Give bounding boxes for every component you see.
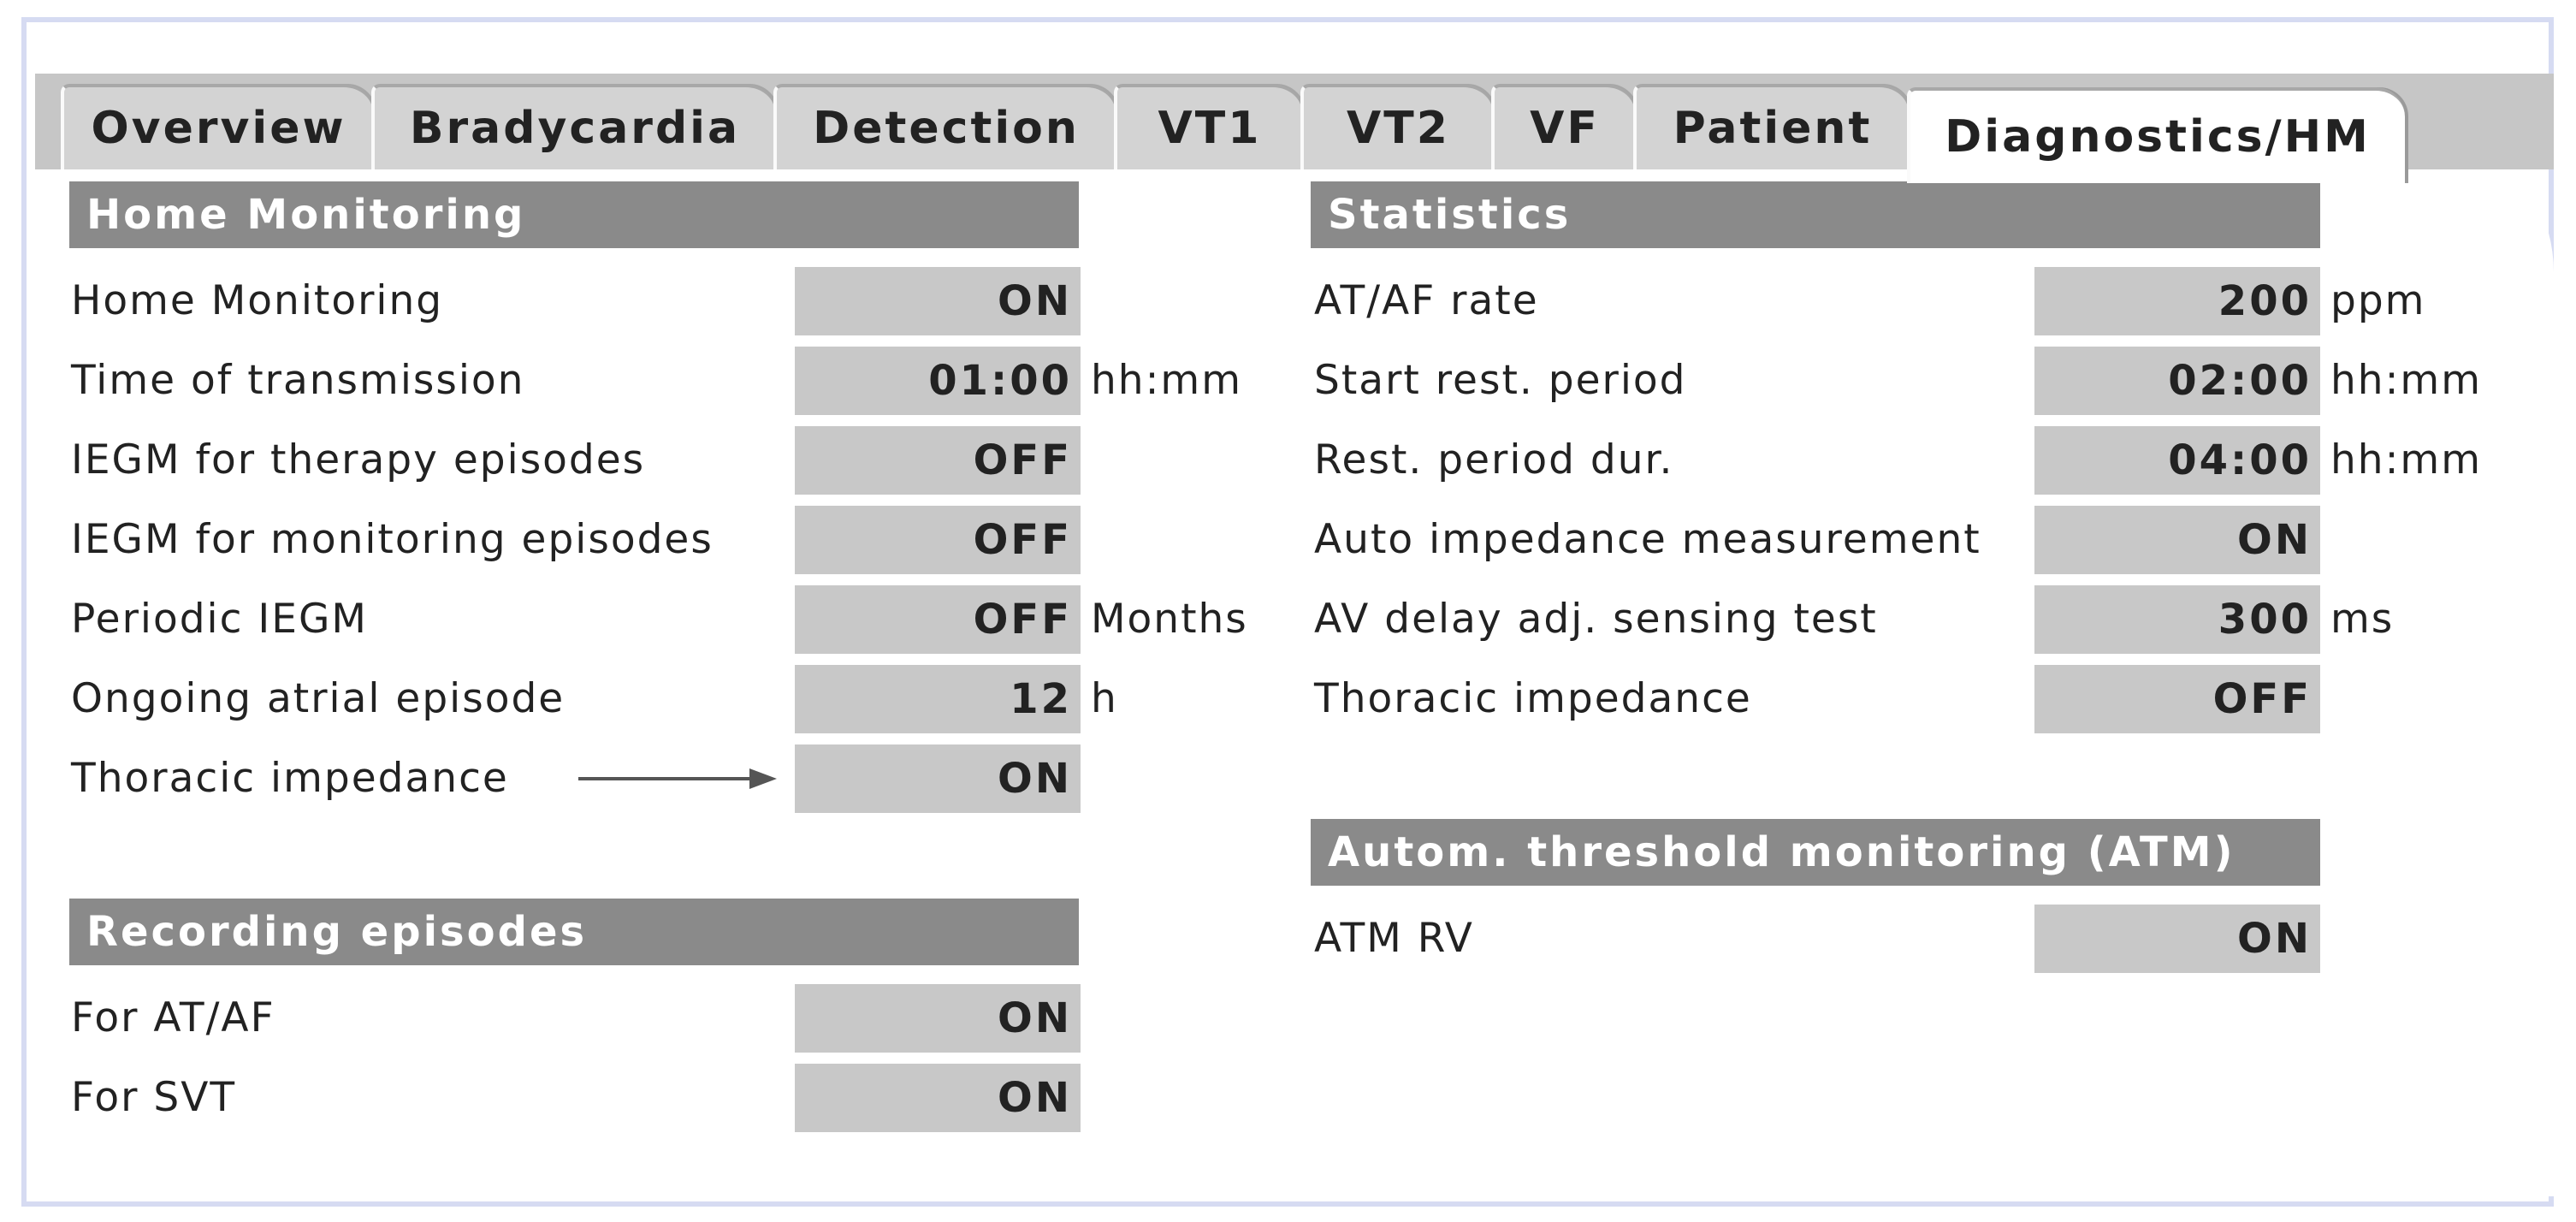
tab-detection[interactable]: Detection [773, 84, 1116, 169]
value-for-at-af[interactable]: ON [795, 984, 1081, 1053]
unit-start-rest-period: hh:mm [2330, 357, 2482, 404]
row-label-atm-rv: ATM RV [1314, 915, 1474, 962]
value-thoracic-impedance-hm[interactable]: ON [795, 744, 1081, 813]
device-window [21, 17, 2554, 1207]
row-label-rest-period-dur: Rest. period dur. [1314, 436, 1674, 483]
unit-ongoing-atrial-episode: h [1091, 675, 1118, 722]
unit-periodic-iegm: Months [1091, 596, 1248, 643]
tab-overview[interactable]: Overview [61, 84, 373, 169]
value-for-svt[interactable]: ON [795, 1064, 1081, 1132]
tab-patient[interactable]: Patient [1633, 84, 1909, 169]
row-label-for-at-af: For AT/AF [71, 994, 275, 1041]
value-start-rest-period[interactable]: 02:00 [2034, 347, 2320, 415]
section-header-statistics: Statistics [1311, 181, 2320, 248]
tab-vf[interactable]: VF [1491, 84, 1635, 169]
value-periodic-iegm[interactable]: OFF [795, 585, 1081, 654]
value-iegm-therapy[interactable]: OFF [795, 426, 1081, 495]
section-header-recording-episodes: Recording episodes [69, 899, 1079, 965]
tab-vt1[interactable]: VT1 [1114, 84, 1302, 169]
row-label-for-svt: For SVT [71, 1074, 237, 1121]
unit-time-of-transmission: hh:mm [1091, 357, 1242, 404]
row-label-av-delay-adj: AV delay adj. sensing test [1314, 596, 1878, 643]
tab-diagnostics-hm[interactable]: Diagnostics/HM [1907, 87, 2405, 183]
value-ongoing-atrial-episode[interactable]: 12 [795, 665, 1081, 733]
value-atm-rv[interactable]: ON [2034, 905, 2320, 973]
arrow-right-icon [578, 765, 784, 792]
value-time-of-transmission[interactable]: 01:00 [795, 347, 1081, 415]
row-label-thoracic-impedance-hm: Thoracic impedance [71, 755, 509, 802]
value-thoracic-impedance-stats[interactable]: OFF [2034, 665, 2320, 733]
row-label-ongoing-atrial-episode: Ongoing atrial episode [71, 675, 566, 722]
row-label-at-af-rate: AT/AF rate [1314, 277, 1539, 324]
row-label-periodic-iegm: Periodic IEGM [71, 596, 368, 643]
value-at-af-rate[interactable]: 200 [2034, 267, 2320, 335]
unit-at-af-rate: ppm [2330, 277, 2426, 324]
unit-av-delay-adj: ms [2330, 596, 2395, 643]
row-label-thoracic-impedance-stats: Thoracic impedance [1314, 675, 1752, 722]
unit-rest-period-dur: hh:mm [2330, 436, 2482, 483]
row-label-time-of-transmission: Time of transmission [71, 357, 525, 404]
tab-bradycardia[interactable]: Bradycardia [371, 84, 775, 169]
row-label-auto-impedance: Auto impedance measurement [1314, 516, 1981, 563]
section-header-home-monitoring: Home Monitoring [69, 181, 1079, 248]
value-av-delay-adj[interactable]: 300 [2034, 585, 2320, 654]
value-iegm-monitoring[interactable]: OFF [795, 506, 1081, 574]
tab-bar [35, 74, 2554, 169]
value-rest-period-dur[interactable]: 04:00 [2034, 426, 2320, 495]
section-header-atm: Autom. threshold monitoring (ATM) [1311, 819, 2320, 886]
row-label-home-monitoring: Home Monitoring [71, 277, 444, 324]
row-label-start-rest-period: Start rest. period [1314, 357, 1687, 404]
row-label-iegm-monitoring: IEGM for monitoring episodes [71, 516, 714, 563]
value-home-monitoring[interactable]: ON [795, 267, 1081, 335]
value-auto-impedance[interactable]: ON [2034, 506, 2320, 574]
tab-vt2[interactable]: VT2 [1300, 84, 1493, 169]
row-label-iegm-therapy: IEGM for therapy episodes [71, 436, 646, 483]
